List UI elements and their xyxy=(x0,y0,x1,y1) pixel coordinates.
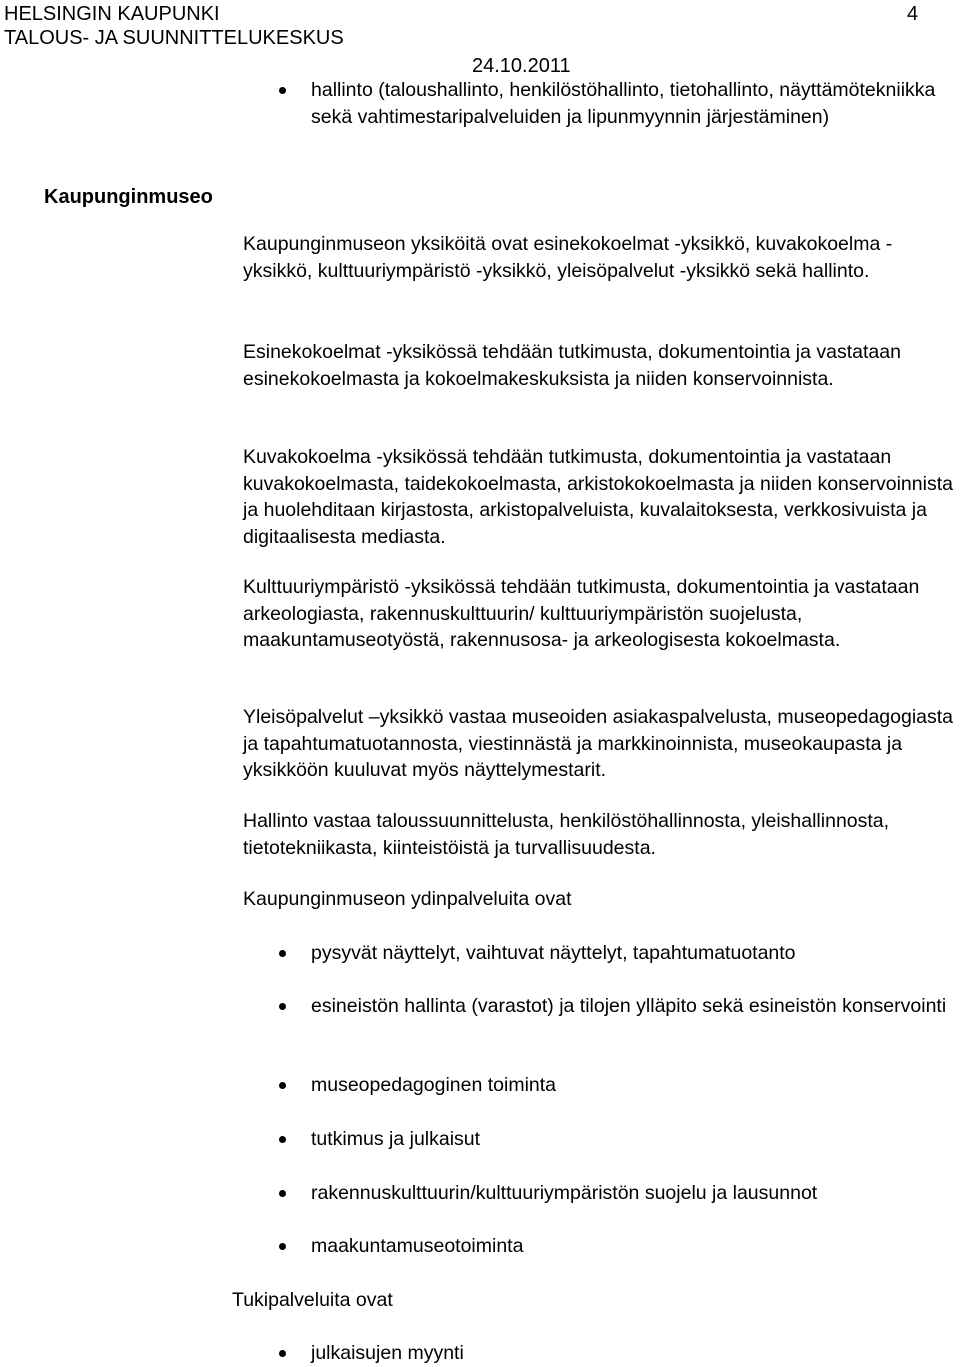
list-item-text: rakennuskulttuurin/kulttuuriympäristön suojelu ja lausunnot xyxy=(311,1182,818,1204)
list-item xyxy=(311,1126,956,1153)
list-item xyxy=(311,1233,956,1260)
paragraph-object-collections: Esinekokoelmat -yksikössä tehdään tutkimusta, dokumentointia ja vastataan esinekokoelmasta ja kokoelmakeskuksista ja niiden konservoinnista. xyxy=(243,341,901,390)
paragraph-public-services: Yleisöpalvelut –yksikkö vastaa museoiden asiakaspalvelusta, museopedagogiasta ja tapahtumatuotannosta, viestinnästä ja markkinoinnista, museokaupasta ja yksikköön kuuluvat myös näyttelymestarit. xyxy=(243,706,954,781)
list-item-text: hallinto (taloushallinto, henkilöstöhallinto, tietohallinto, näyttämötekniikka sekä vahtimestaripalveluiden ja lipunmyynnin järjestäminen) xyxy=(311,79,936,128)
list-item-text: tutkimus ja julkaisut xyxy=(311,1128,481,1150)
list-item-text: julkaisujen myynti xyxy=(311,1342,464,1364)
list-item-text: museopedagoginen toiminta xyxy=(311,1074,557,1096)
paragraph-image-collection: Kuvakokoelma -yksikössä tehdään tutkimusta, dokumentointia ja vastataan kuvakokoelmasta, taidekokoelmasta, arkistokokoelmasta ja niiden konservoinnista ja huolehditaan kirjastosta, arkistopalveluista, kuvalaitoksesta, verkkosivuista ja digitaalisesta mediasta. xyxy=(243,446,953,548)
bullet-icon xyxy=(279,1190,286,1197)
section-heading: Kaupunginmuseo xyxy=(44,186,213,208)
bullet-icon xyxy=(279,950,286,957)
support-services-title: Tukipalveluita ovat xyxy=(232,1289,393,1311)
core-services-title: Kaupunginmuseon ydinpalveluita ovat xyxy=(243,888,572,910)
bullet-icon xyxy=(279,1243,286,1250)
list-item-text: maakuntamuseotoiminta xyxy=(311,1235,524,1257)
bullet-icon xyxy=(279,1350,286,1357)
header-dept: TALOUS- JA SUUNNITTELUKESKUS xyxy=(4,27,344,49)
paragraph-administration: Hallinto vastaa taloussuunnittelusta, henkilöstöhallinnosta, yleishallinnosta, tietotekniikasta, kiinteistöistä ja turvallisuudesta. xyxy=(243,810,890,859)
list-item-text: pysyvät näyttelyt, vaihtuvat näyttelyt, tapahtumatuotanto xyxy=(311,942,796,964)
list-item xyxy=(311,993,956,1020)
list-item xyxy=(311,77,956,130)
bullet-icon xyxy=(279,1082,286,1089)
paragraph-cultural-environment: Kulttuuriympäristö -yksikössä tehdään tutkimusta, dokumentointia ja vastataan arkeologiasta, rakennuskulttuurin/ kulttuuriympäristön suojelusta, maakuntamuseotyöstä, rakennusosa- ja arkeologisesta kokoelmasta. xyxy=(243,576,920,651)
page-number: 4 xyxy=(907,3,919,25)
paragraph-units: Kaupunginmuseon yksiköitä ovat esinekokoelmat -yksikkö, kuvakokoelma -yksikkö, kulttuuriympäristö -yksikkö, yleisöpalvelut -yksikkö sekä hallinto. xyxy=(243,233,893,282)
bullet-icon xyxy=(279,87,286,94)
header-date: 24.10.2011 xyxy=(472,55,571,77)
bullet-icon xyxy=(279,1003,286,1010)
list-item xyxy=(311,1180,956,1207)
list-item-text: esineistön hallinta (varastot) ja tilojen ylläpito sekä esineistön konservointi xyxy=(311,995,947,1017)
list-item xyxy=(311,1072,956,1099)
list-item xyxy=(311,940,956,967)
list-item xyxy=(311,1340,956,1367)
header-org: HELSINGIN KAUPUNKI xyxy=(4,3,220,25)
bullet-icon xyxy=(279,1136,286,1143)
